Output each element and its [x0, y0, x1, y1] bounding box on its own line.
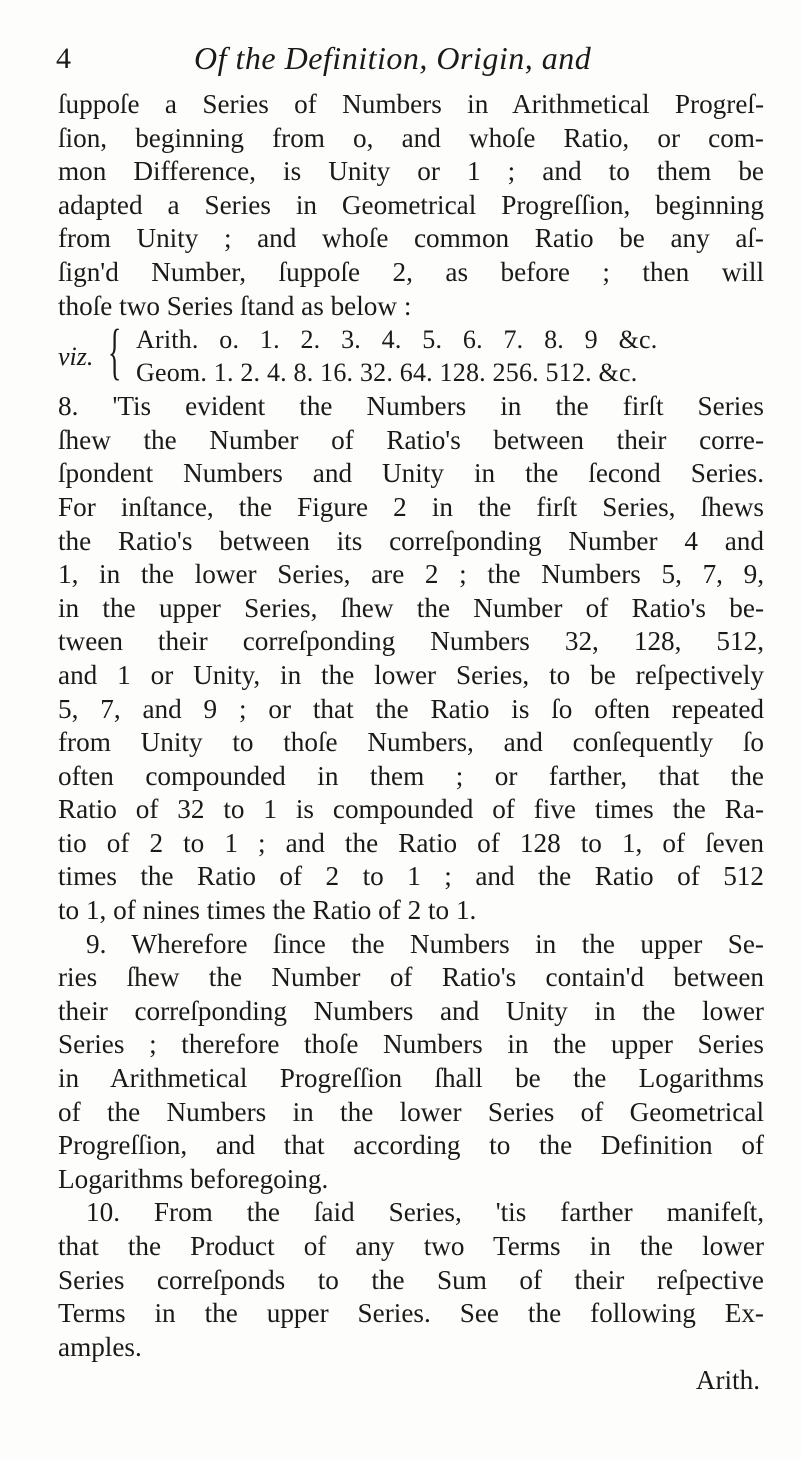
paragraph-8-start: 8. 'Tis evident the Numbers in the firſt Series	[58, 391, 764, 422]
body-text	[58, 88, 764, 1398]
brace-icon: {	[108, 318, 122, 387]
page-number: 4	[56, 42, 71, 75]
text-line: mon Difference, is Unity or 1 ; and to them be	[58, 156, 764, 187]
text-line: Logarithms beforegoing.	[58, 1163, 329, 1194]
text-line: from Unity ; and whoſe common Ratio be any aſ-	[58, 223, 764, 254]
paragraph-9-start: 9. Wherefore ſince the Numbers in the upper Se-	[86, 928, 764, 959]
text-line: For inſtance, the Figure 2 in the firſt Series, ſhews	[58, 491, 764, 522]
text-line: ſhew the Number of Ratio's between their corre-	[58, 424, 764, 455]
running-title: Of the Definition, Origin, and	[194, 40, 592, 76]
running-head	[56, 40, 756, 80]
arithmetic-series: Arith. o. 1. 2. 3. 4. 5. 6. 7. 8. 9 &c.	[136, 325, 658, 355]
text-line: often compounded in them ; or farther, that the	[58, 760, 764, 791]
geometric-series: Geom. 1. 2. 4. 8. 16. 32. 64. 128. 256. 512. &c.	[136, 358, 638, 388]
viz-label: viz.	[58, 342, 94, 372]
text-line: Progreſſion, and that according to the Definition of	[58, 1130, 764, 1161]
text-line: tio of 2 to 1 ; and the Ratio of 128 to 1, of ſeven	[58, 827, 764, 858]
text-line: Series ; therefore thoſe Numbers in the upper Series	[58, 1029, 764, 1060]
text-line: thoſe two Series ſtand as below :	[58, 290, 412, 321]
text-line: the Ratio's between its correſponding Number 4 and	[58, 525, 764, 556]
text-line: in Arithmetical Progreſſion ſhall be the Logarithms	[58, 1063, 764, 1094]
text-line: 1, in the lower Series, are 2 ; the Numbers 5, 7, 9,	[58, 559, 764, 590]
text-line: Series correſponds to the Sum of their reſpective	[58, 1264, 764, 1295]
series-table	[58, 318, 764, 390]
text-line: ſpondent Numbers and Unity in the ſecond Series.	[58, 458, 764, 489]
text-line: Terms in the upper Series. See the following Ex-	[58, 1298, 764, 1329]
text-line: 5, 7, and 9 ; or that the Ratio is ſo often repeated	[58, 693, 764, 724]
text-line: ſion, beginning from o, and whoſe Ratio, or com-	[58, 122, 764, 153]
text-line: ſign'd Number, ſuppoſe 2, as before ; then will	[58, 256, 764, 287]
text-line: from Unity to thoſe Numbers, and conſequently ſo	[58, 727, 764, 758]
text-line: their correſponding Numbers and Unity in the lower	[58, 995, 764, 1026]
text-line: adapted a Series in Geometrical Progreſſion, beginning	[58, 189, 764, 220]
text-line: amples.	[58, 1331, 142, 1362]
text-line: tween their correſponding Numbers 32, 128, 512,	[58, 626, 764, 657]
text-line: to 1, of nines times the Ratio of 2 to 1.	[58, 895, 477, 926]
text-line: of the Numbers in the lower Series of Geometrical	[58, 1096, 764, 1127]
paragraph-10-start: 10. From the ſaid Series, 'tis farther manifeſt,	[86, 1197, 764, 1228]
text-line: that the Product of any two Terms in the lower	[58, 1231, 764, 1261]
text-line: in the upper Series, ſhew the Number of Ratio's be-	[58, 592, 764, 623]
catchword: Arith.	[695, 1365, 760, 1396]
text-line: Ratio of 32 to 1 is compounded of five times the Ra-	[58, 794, 764, 825]
text-line: ſuppoſe a Series of Numbers in Arithmetical Progreſ-	[58, 89, 764, 119]
text-line: times the Ratio of 2 to 1 ; and the Ratio of 512	[58, 861, 764, 892]
text-line: and 1 or Unity, in the lower Series, to be reſpectively	[58, 659, 764, 690]
text-line: ries ſhew the Number of Ratio's contain'd between	[58, 962, 764, 993]
